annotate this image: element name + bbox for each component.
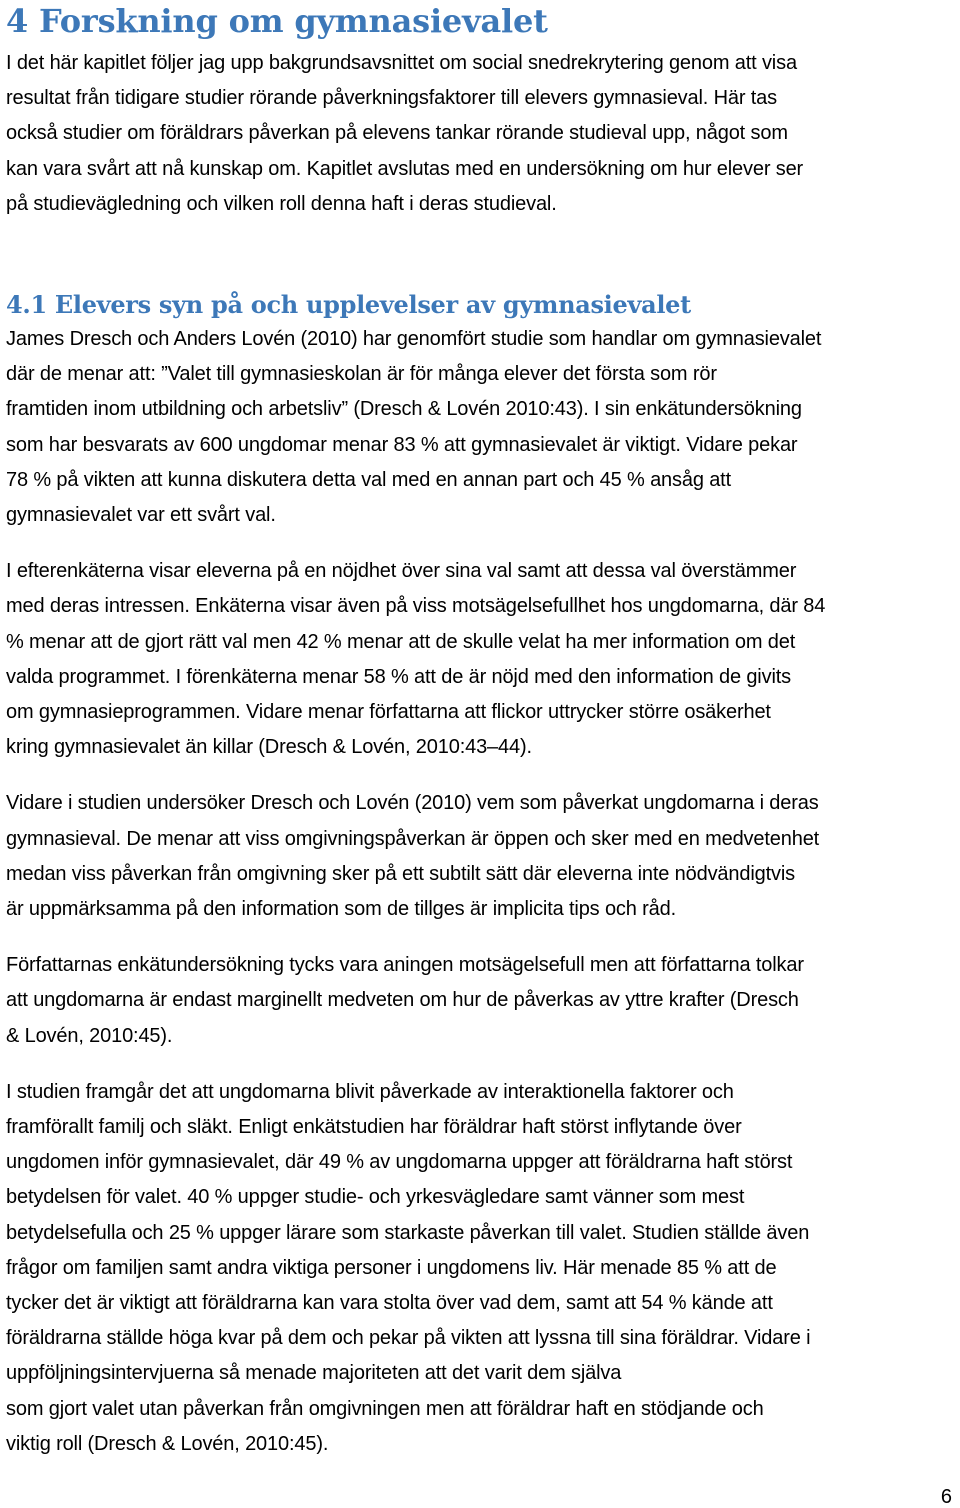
text-line: & Lovén, 2010:45). bbox=[6, 1024, 173, 1047]
page-number: 6 bbox=[940, 1486, 952, 1508]
body-paragraph bbox=[6, 786, 956, 927]
text-line: uppföljningsintervjuerna så menade majoriteten att det varit dem själva bbox=[6, 1362, 622, 1385]
text-line: också studier om föräldrars påverkan på elevens tankar rörande studieval upp, något som bbox=[6, 122, 788, 145]
text-line: I studien framgår det att ungdomarna blivit påverkade av interaktionella faktorer och bbox=[6, 1080, 734, 1103]
text-line: betydelsen för valet. 40 % uppger studie- och yrkesvägledare samt vänner som mest bbox=[6, 1186, 745, 1209]
chapter-intro-paragraph bbox=[6, 46, 956, 224]
text-line: kan vara svårt att nå kunskap om. Kapitlet avslutas med en undersökning om hur elever ser bbox=[6, 157, 804, 180]
text-line: medan viss påverkan från omgivning sker på ett subtilt sätt där eleverna inte nödvändigtvis bbox=[6, 862, 796, 885]
text-line: framförallt familj och släkt. Enligt enkätstudien har föräldrar haft störst inflytande över bbox=[6, 1116, 742, 1139]
text-line: som gjort valet utan påverkan från omgivningen men att föräldrar haft en stödjande och bbox=[6, 1397, 764, 1420]
text-line: där de menar att: ”Valet till gymnasieskolan är för många elever det första som rör bbox=[6, 363, 717, 386]
text-line: ungdomen inför gymnasievalet, där 49 % av ungdomarna uppger att föräldrarna haft störst bbox=[6, 1151, 793, 1174]
text-line: är uppmärksamma på den information som de tillges är implicita tips och råd. bbox=[6, 898, 677, 921]
chapter-title: 4 Forskning om gymnasievalet bbox=[6, 2, 548, 40]
body-paragraph bbox=[6, 322, 956, 533]
text-line: valda programmet. I förenkäterna menar 58 % att de är nöjd med den information de givits bbox=[6, 665, 792, 688]
body-paragraph bbox=[6, 554, 956, 765]
text-line: om gymnasieprogrammen. Vidare menar författarna att flickor uttrycker större osäkerhet bbox=[6, 701, 771, 724]
text-line: resultat från tidigare studier rörande påverkningsfaktorer till elevers gymnasieval. Här tas bbox=[6, 87, 778, 110]
text-line: I det här kapitlet följer jag upp bakgrundsavsnittet om social snedrekrytering genom att visa bbox=[6, 52, 797, 74]
text-line: tycker det är viktigt att föräldrarna kan vara stolta över vad dem, samt att 54 % kände att bbox=[6, 1292, 773, 1315]
text-line: att ungdomarna är endast marginellt medveten om hur de påverkas av yttre krafter (Dresch bbox=[6, 989, 799, 1012]
text-line: viktig roll (Dresch & Lovén, 2010:45). bbox=[6, 1432, 329, 1455]
text-line: 78 % på vikten att kunna diskutera detta val med en annan part och 45 % ansåg att bbox=[6, 468, 731, 491]
text-line: med deras intressen. Enkäterna visar även på viss motsägelsefullhet hos ungdomarna, där 84 bbox=[6, 595, 826, 618]
text-line: gymnasievalet var ett svårt val. bbox=[6, 504, 276, 527]
document-page bbox=[6, 0, 956, 1462]
body-paragraph bbox=[6, 948, 956, 1054]
text-line: Författarnas enkätundersökning tycks vara aningen motsägelsefull men att författarna tolkar bbox=[6, 954, 804, 977]
text-line: frågor om familjen samt andra viktiga personer i ungdomens liv. Här menade 85 % att de bbox=[6, 1256, 777, 1279]
text-line: kring gymnasievalet än killar (Dresch & Lovén, 2010:43–44). bbox=[6, 736, 532, 759]
text-line: James Dresch och Anders Lovén (2010) har genomfört studie som handlar om gymnasievalet bbox=[6, 328, 822, 350]
text-line: som har besvarats av 600 ungdomar menar 83 % att gymnasievalet är viktigt. Vidare pekar bbox=[6, 433, 798, 456]
text-line: % menar att de gjort rätt val men 42 % menar att de skulle velat ha mer information om det bbox=[6, 630, 796, 653]
text-line: Vidare i studien undersöker Dresch och Lovén (2010) vem som påverkat ungdomarna i deras bbox=[6, 792, 819, 815]
text-line: på studievägledning och vilken roll denna haft i deras studieval. bbox=[6, 192, 557, 215]
text-line: betydelsefulla och 25 % uppger lärare som starkaste påverkan till valet. Studien ställde även bbox=[6, 1221, 810, 1244]
section-title: 4.1 Elevers syn på och upplevelser av gymnasievalet bbox=[6, 290, 691, 319]
text-line: föräldrarna ställde höga kvar på dem och pekar på vikten att lyssna till sina föräldrar. Vidare i bbox=[6, 1327, 811, 1350]
text-line: I efterenkäterna visar eleverna på en nöjdhet över sina val samt att dessa val överstämmer bbox=[6, 560, 797, 583]
text-line: framtiden inom utbildning och arbetsliv” (Dresch & Lovén 2010:43). I sin enkätundersökning bbox=[6, 398, 802, 421]
text-line: gymnasieval. De menar att viss omgivningspåverkan är öppen och sker med en medvetenhet bbox=[6, 827, 820, 850]
body-paragraph bbox=[6, 1075, 956, 1462]
